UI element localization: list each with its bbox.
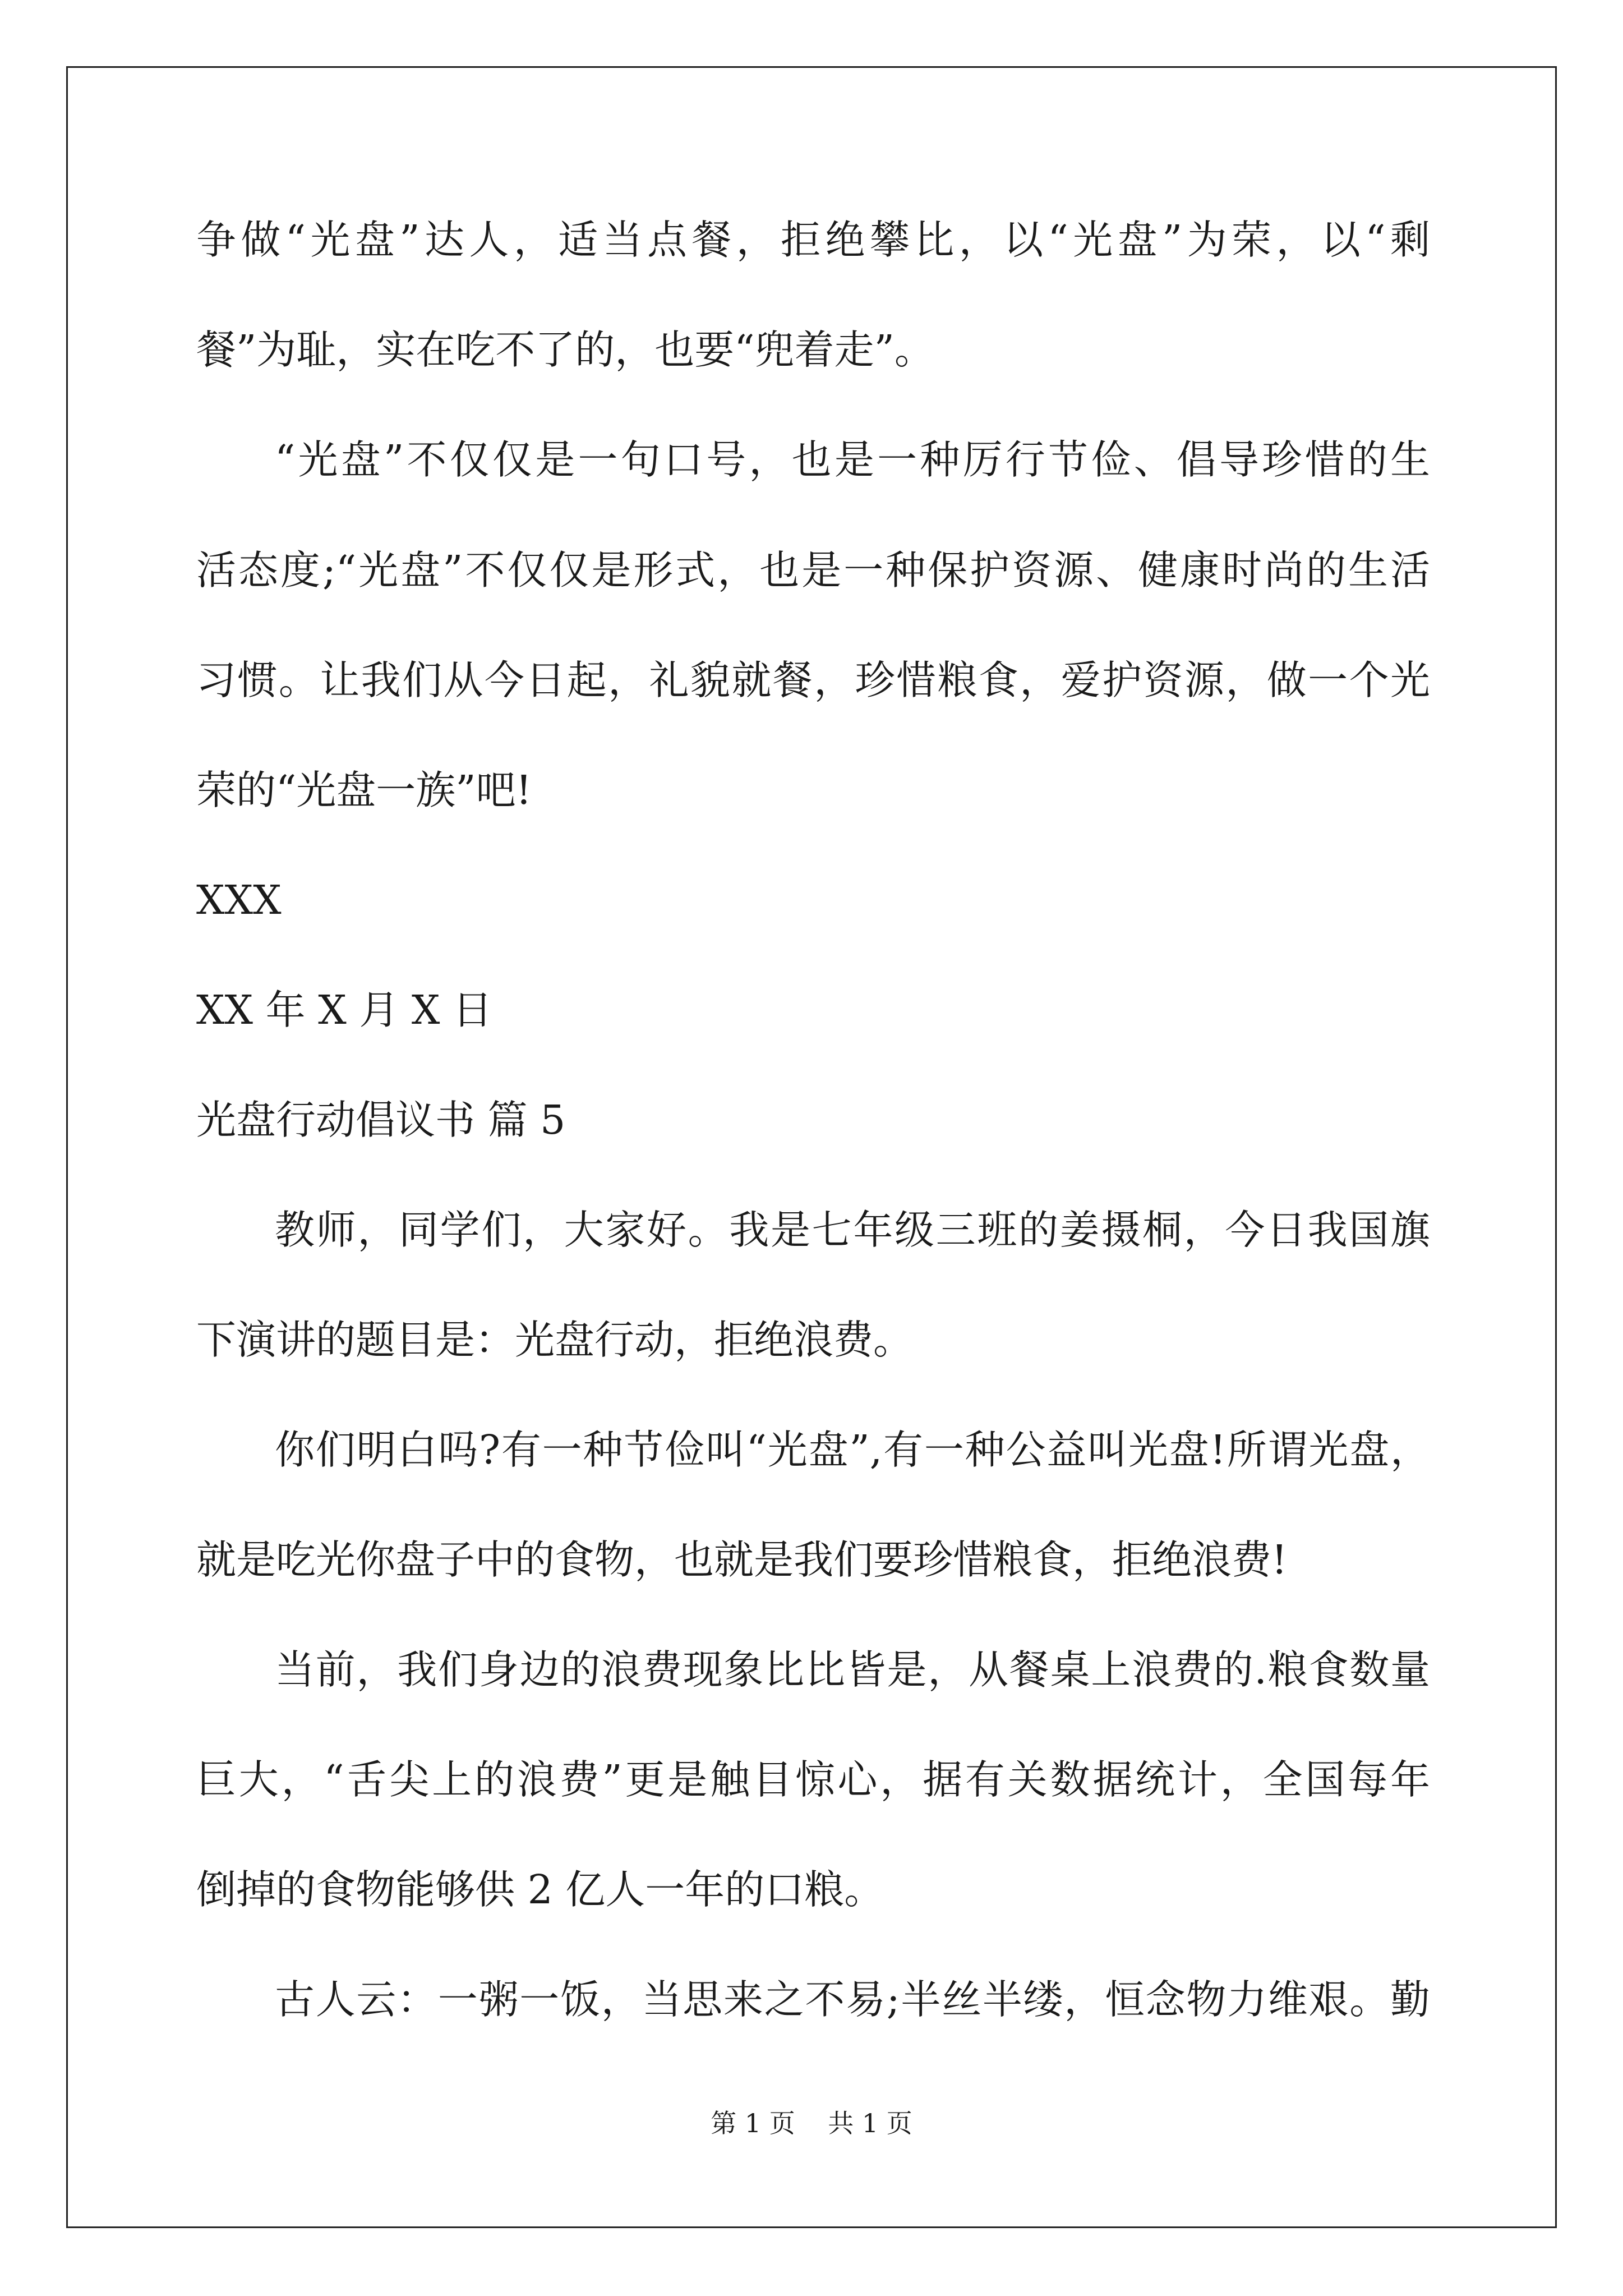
text-line-16: 倒掉的食物能够供 2 亿人一年的口粮。 [196,1866,884,1913]
signature-name: XXX [196,877,282,923]
signature-date: XX 年 X 月 X 日 [196,987,493,1033]
text-line-13: 就是吃光你盘子中的食物，也就是我们要珍惜粮食，拒绝浪费! [196,1536,1288,1583]
text-line-15: 巨大，“舌尖上的浪费”更是触目惊心，据有关数据统计，全国每年 [196,1756,1430,1803]
text-line-2: 餐”为耻，实在吃不了的，也要“兜着走”。 [196,326,934,373]
text-line-1: 争做“光盘”达人，适当点餐，拒绝攀比，以“光盘”为荣，以“剩 [196,217,1430,263]
section-heading: 光盘行动倡议书 篇 5 [196,1097,566,1143]
text-line-3: “光盘”不仅仅是一句口号，也是一种厉行节俭、倡导珍惜的生 [275,436,1430,483]
text-line-10: 教师，同学们，大家好。我是七年级三班的姜摄桐，今日我国旗 [275,1207,1430,1253]
text-line-12: 你们明白吗?有一种节俭叫“光盘”,有一种公益叫光盘!所谓光盘， [275,1427,1430,1473]
page-footer: 第 1 页 共 1 页 [711,2108,912,2138]
text-line-6: 荣的“光盘一族”吧! [196,767,532,813]
text-line-4: 活态度;“光盘”不仅仅是形式，也是一种保护资源、健康时尚的生活 [196,547,1430,593]
text-line-11: 下演讲的题目是：光盘行动，拒绝浪费。 [196,1317,914,1363]
text-line-14: 当前，我们身边的浪费现象比比皆是，从餐桌上浪费的.粮食数量 [275,1646,1430,1693]
text-line-17: 古人云：一粥一饭，当思来之不易;半丝半缕，恒念物力维艰。勤 [275,1976,1430,2023]
text-line-5: 习惯。让我们从今日起，礼貌就餐，珍惜粮食，爱护资源，做一个光 [196,657,1430,703]
